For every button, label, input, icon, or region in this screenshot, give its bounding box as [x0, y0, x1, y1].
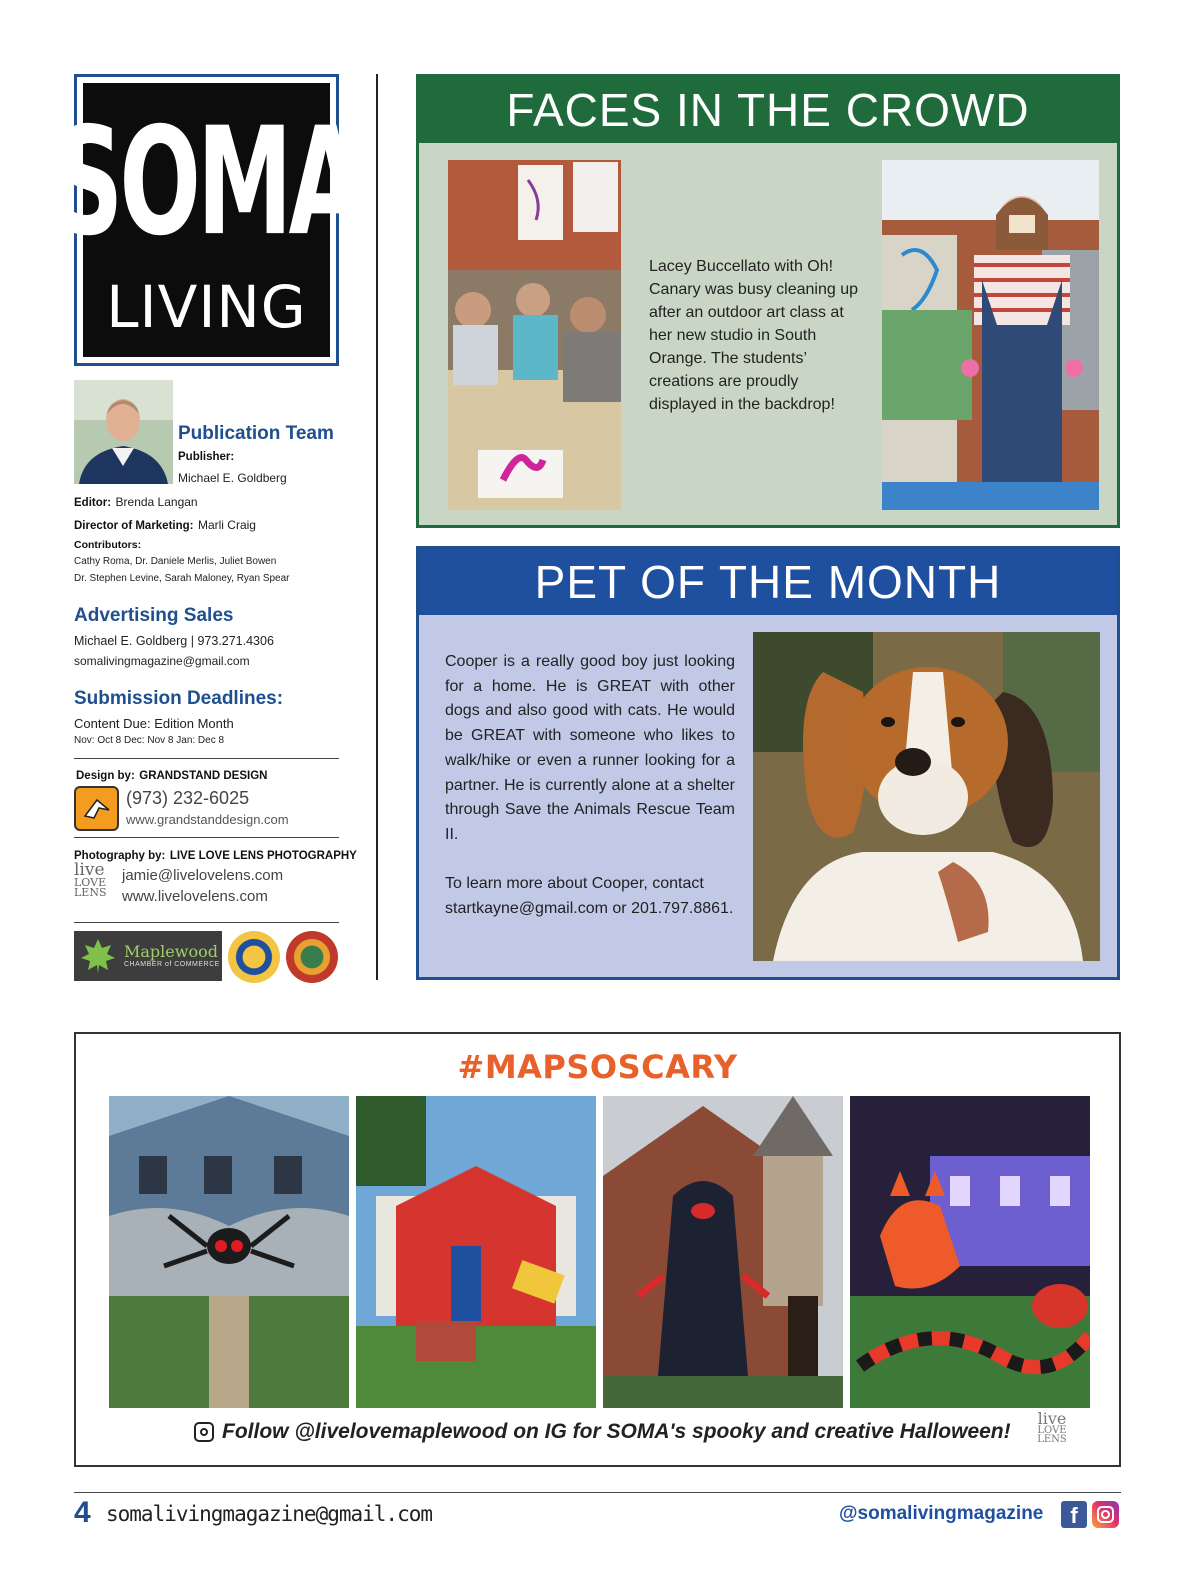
advertising-email[interactable]: somalivingmagazine@gmail.com	[74, 654, 250, 668]
editor-line	[74, 493, 198, 511]
design-url[interactable]: www.grandstanddesign.com	[126, 812, 289, 827]
maple-leaf-icon	[78, 936, 118, 976]
photography-by-line	[74, 846, 357, 864]
south-orange-seal-icon	[286, 931, 338, 983]
page-number: 4	[74, 1496, 91, 1529]
instagram-outline-icon	[194, 1422, 214, 1442]
publisher-headshot	[74, 380, 173, 484]
inflatable-cat-house-photo	[850, 1096, 1090, 1408]
design-by-label: Design by:	[76, 770, 135, 782]
pet-contact: To learn more about Cooper, contact startkayne@gmail.com or 201.797.8861.	[445, 875, 734, 917]
follow-instagram-line	[194, 1420, 1011, 1444]
contributors-line-1: Cathy Roma, Dr. Daniele Merlis, Juliet Bowen	[74, 556, 277, 567]
footer-email[interactable]: somalivingmagazine@gmail.com	[106, 1502, 433, 1526]
soma-living-logo	[54, 74, 359, 366]
logo-soma-text: SOMA	[54, 95, 359, 269]
photography-email[interactable]: jamie@livelovelens.com	[122, 867, 284, 884]
art-class-children-photo	[448, 160, 621, 510]
follow-text: Follow @livelovemaplewood on IG for SOMA's spooky and creative Halloween!	[222, 1420, 1011, 1443]
marketing-name: Marli Craig	[197, 518, 256, 532]
pet-description: Cooper is a really good boy just looking for a home. He is GREAT with other dogs and also good with cats. He would be GREAT with someone who likes to walk/hike or even a runner looking for a partner. He is currently alone at a shelter through Save the Animals Rescue Team II.	[445, 653, 735, 843]
photography-by-label: Photography by:	[74, 850, 166, 862]
hooded-figure-house-photo	[603, 1096, 843, 1408]
design-company: GRANDSTAND DESIGN	[139, 770, 268, 782]
faces-title: FACES IN THE CROWD	[419, 77, 1117, 143]
chamber-name: CHAMBER of COMMERCE	[124, 960, 220, 968]
submission-deadlines-heading: Submission Deadlines:	[74, 688, 284, 709]
maps-so-scary-feature	[74, 1032, 1121, 1467]
logo-living-text: LIVING	[106, 273, 307, 341]
facebook-icon[interactable]: f	[1061, 1501, 1087, 1528]
maps-so-scary-title: #MAPSOSCARY	[457, 1048, 738, 1086]
faces-in-the-crowd-panel	[416, 74, 1120, 528]
editor-label: Editor:	[74, 497, 112, 509]
publication-team-heading: Publication Team	[178, 423, 334, 444]
advertising-contact: Michael E. Goldberg | 973.271.4306	[74, 634, 274, 648]
faces-caption: Lacey Buccellato with Oh! Canary was busy cleaning up after an outdoor art class at her new studio in South Orange. The students’ creations are proudly displayed in the backdrop!	[649, 258, 859, 413]
instagram-icon[interactable]	[1092, 1501, 1119, 1528]
maplewood-chamber-logo	[74, 931, 222, 981]
photography-company: LIVE LOVE LENS PHOTOGRAPHY	[169, 850, 357, 862]
live-love-lens-logo: live LOVE LENS	[74, 860, 107, 900]
contributors-line-2: Dr. Stephen Levine, Sarah Maloney, Ryan Spear	[74, 573, 290, 584]
maplewood-name: Maplewood	[124, 942, 218, 962]
photography-url[interactable]: www.livelovelens.com	[122, 888, 268, 905]
marketing-line	[74, 516, 256, 534]
sidebar-rule-3	[74, 922, 339, 923]
pet-of-the-month-panel	[416, 546, 1120, 980]
design-phone[interactable]: (973) 232-6025	[126, 788, 250, 808]
live-love-lens-small-logo: live LOVE LENS	[1037, 1409, 1067, 1446]
footer-rule	[74, 1492, 1121, 1493]
lacey-buccellato-photo	[882, 160, 1099, 510]
deadlines-dates: Nov: Oct 8 Dec: Nov 8 Jan: Dec 8	[74, 735, 225, 746]
publisher-name: Michael E. Goldberg	[178, 471, 287, 485]
pet-title: PET OF THE MONTH	[419, 549, 1117, 615]
spider-house-photo	[109, 1096, 349, 1408]
contributors-label: Contributors:	[74, 539, 142, 551]
dantes-inferno-house-photo	[356, 1096, 596, 1408]
deadlines-subtitle: Content Due: Edition Month	[74, 716, 234, 731]
grandstand-logo-icon	[74, 786, 119, 831]
rotary-seal-icon	[228, 931, 280, 983]
footer-social-handle[interactable]: @somalivingmagazine	[839, 1503, 1044, 1524]
cooper-dog-photo	[753, 632, 1100, 961]
advertising-sales-heading: Advertising Sales	[74, 605, 234, 626]
sidebar-rule-2	[74, 837, 339, 838]
sidebar-rule-1	[74, 758, 339, 759]
sidebar-divider	[376, 74, 378, 980]
design-by-line	[76, 766, 267, 784]
publisher-label: Publisher:	[178, 451, 235, 463]
editor-name: Brenda Langan	[115, 495, 198, 509]
marketing-label: Director of Marketing:	[74, 520, 194, 532]
